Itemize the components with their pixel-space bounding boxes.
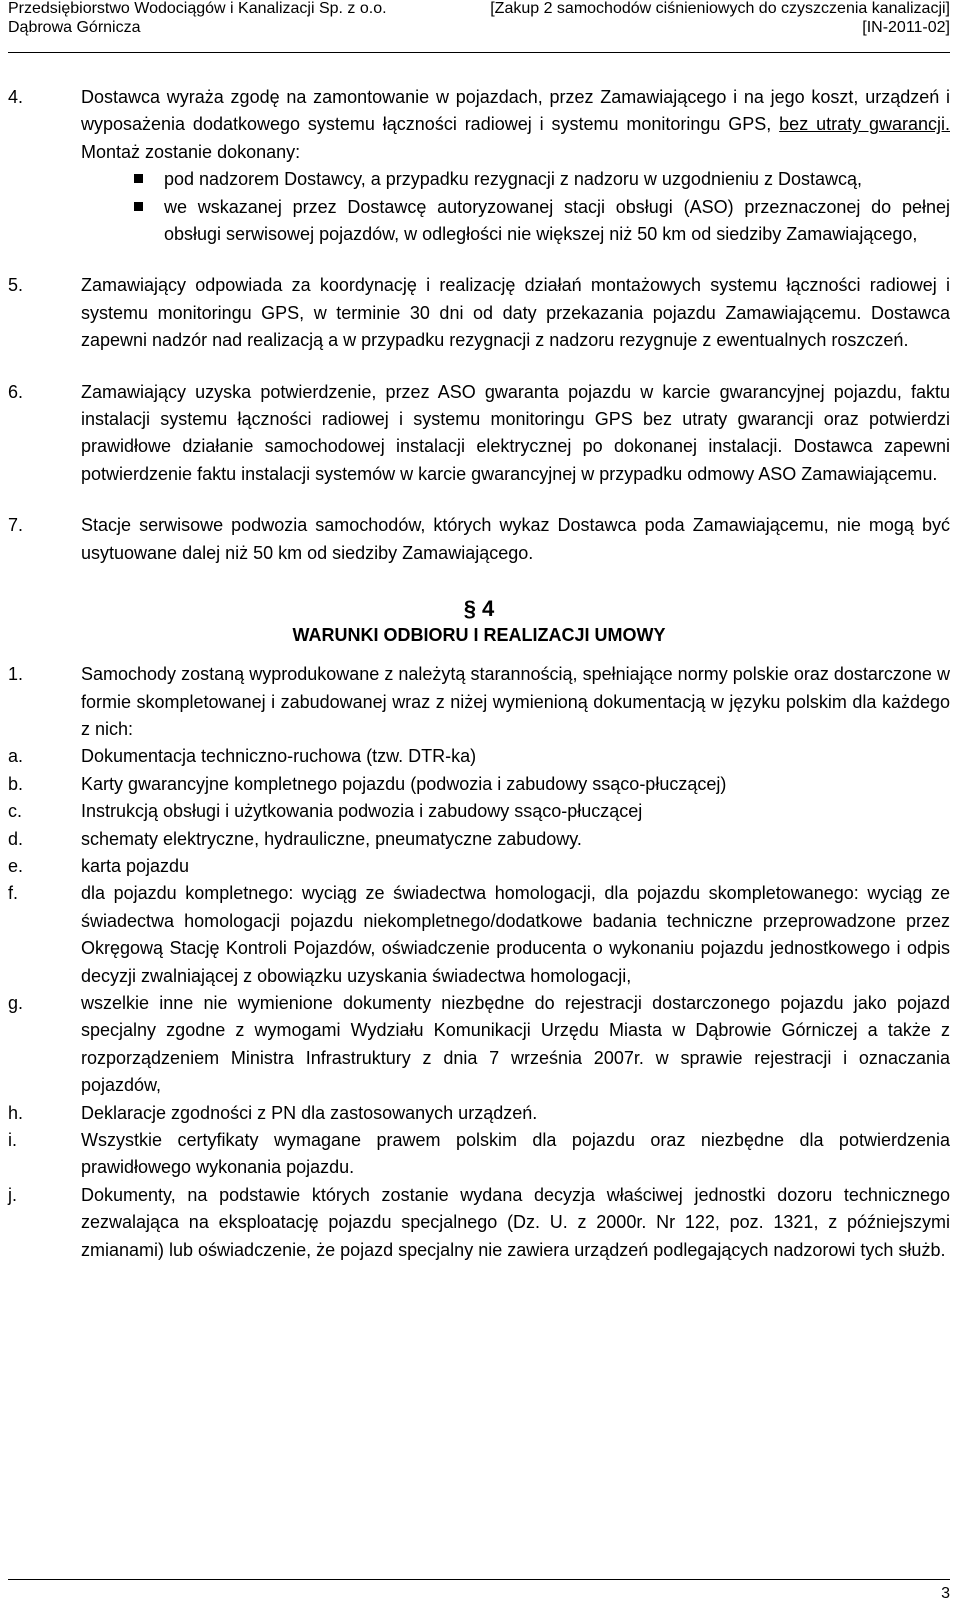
clause-text: Zamawiający uzyska potwierdzenie, przez ASO gwaranta pojazdu w karcie gwarancyjnej pojazdu, faktu instalacji systemu łączności radiowej i systemu monitoringu GPS bez utraty gwarancji oraz potwierdzi prawidłowe działanie samochodowej instalacji elektrycznej po dokonanej instalacji. Dostawca zapewni potwierdzenie faktu instalacji systemów w karcie gwarancyjnej w przypadku odmowy ASO Zamawiającemu. <box>81 381 950 484</box>
document-code: [IN-2011-02] <box>862 19 950 36</box>
list-item-text: Dokumentacja techniczno-ruchowa (tzw. DTR-ka) <box>81 746 477 767</box>
list-item-text: dla pojazdu kompletnego: wyciąg ze świadectwa homologacji, dla pojazdu skompletowanego: wyciąg ze świadectwa homologacji pojazdu niekompletnego/dodatkowe badania techniczne przeprowadzone przez Okręgową Stację Kontroli Pojazdów, oświadczenie producenta o wykonaniu pojazdu jednostkowego i odpis decyzji zwalniającej z obowiązku uzyskania świadectwa homologacji, <box>81 883 950 986</box>
org-name: Przedsiębiorstwo Wodociągów i Kanalizacji Sp. z o.o. <box>8 0 387 17</box>
list-marker: g. <box>8 992 24 1013</box>
section-title: WARUNKI ODBIORU I REALIZACJI UMOWY <box>292 625 666 646</box>
list-item-text: Deklaracje zgodności z PN dla zastosowanych urządzeń. <box>81 1102 538 1123</box>
list-item <box>8 1127 950 1182</box>
list-item <box>8 826 950 853</box>
list-marker: e. <box>8 855 24 876</box>
clause-4 <box>8 84 950 248</box>
list-item-text: wszelkie inne nie wymienione dokumenty niezbędne do rejestracji dostarczonego pojazdu jako pojazd specjalny zgodne z wymogami Wydziału Komunikacji Urzędu Miasta w Dąbrowie Górniczej a także z rozporządzeniem Ministra Infrastruktury z dnia 7 września 2007r. w sprawie rejestracji i oznaczania pojazdów, <box>81 992 950 1096</box>
clause-number: 6. <box>8 381 24 402</box>
underlined-text: bez utraty gwarancji. <box>779 114 950 135</box>
section-heading <box>8 595 950 649</box>
list-item <box>8 1100 950 1127</box>
bullet-list <box>8 166 950 248</box>
clause-number: 5. <box>8 275 24 296</box>
page-number: 3 <box>941 1585 950 1602</box>
document-title: [Zakup 2 samochodów ciśnieniowych do czyszczenia kanalizacji] <box>490 0 950 17</box>
list-item-text: karta pojazdu <box>81 855 190 876</box>
bullet-item: pod nadzorem Dostawcy, a przypadku rezygnacji z nadzoru w uzgodnieniu z Dostawcą, <box>8 166 950 193</box>
list-item-text: Wszystkie certyfikaty wymagane prawem polskim dla pojazdu oraz niezbędne dla potwierdzenia prawidłowego wykonania pojazdu. <box>81 1130 950 1178</box>
list-marker: i. <box>8 1130 17 1150</box>
clause-text: Dostawca wyraża zgodę na zamontowanie w pojazdach, przez Zamawiającego i na jego koszt, urządzeń i wyposażenia dodatkowego systemu łączności radiowej i systemu monitoringu GPS, bez utraty gwarancji. Montaż zostanie dokonany: <box>81 87 950 162</box>
footer-divider <box>8 1579 950 1580</box>
list-item <box>8 798 950 825</box>
list-item-text: Karty gwarancyjne kompletnego pojazdu (podwozia i zabudowy ssąco-płuczącej) <box>81 773 727 794</box>
list-marker: c. <box>8 801 23 822</box>
document-body <box>8 84 950 1264</box>
bullet-item: we wskazanej przez Dostawcę autoryzowanej stacji obsługi (ASO) przeznaczonej do pełnej obsługi serwisowej pojazdów, w odległości nie większej niż 50 km od siedziby Zamawiającego, <box>8 194 950 249</box>
org-city: Dąbrowa Górnicza <box>8 19 141 36</box>
clause-5 <box>8 272 950 354</box>
list-marker: f. <box>8 883 19 904</box>
list-item <box>8 1182 950 1264</box>
clause-6 <box>8 379 950 489</box>
list-item <box>8 880 950 990</box>
clause-7 <box>8 512 950 567</box>
section-symbol: § 4 <box>463 596 495 622</box>
list-item <box>8 990 950 1100</box>
clause-text: Stacje serwisowe podwozia samochodów, których wykaz Dostawca poda Zamawiającemu, nie mogą być usytuowane dalej niż 50 km od siedziby Zamawiającego. <box>81 515 950 563</box>
list-marker: h. <box>8 1102 24 1123</box>
clause-text: Zamawiający odpowiada za koordynację i realizację działań montażowych systemu łączności radiowej i systemu monitoringu GPS, w terminie 30 dni od daty przekazania pojazdu Zamawiającemu. Dostawca zapewni nadzór nad realizacją a w przypadku rezygnacji z nadzoru rezygnuje z ewentualnych roszczeń. <box>81 275 950 351</box>
list-item-text: Dokumenty, na podstawie których zostanie wydana decyzja właściwej jednostki dozoru technicznego zezwalająca na eksploatację pojazdu specjalnego (Dz. U. z 2000r. Nr 122, poz. 1321, z późniejszymi zmianami) lub oświadczenie, że pojazd specjalny nie zawiera urządzeń podlegających nadzorowi tych służb. <box>81 1184 950 1260</box>
section-list <box>8 661 950 1264</box>
square-bullet-icon <box>134 174 143 183</box>
list-item-text: Samochody zostaną wyprodukowane z należytą starannością, spełniające normy polskie oraz dostarczone w formie skompletowanej i zabudowanej wraz z niżej wymienioną dokumentacją w języku polskim dla każdego z nich: <box>81 664 950 739</box>
list-item <box>8 743 950 770</box>
page-header <box>8 0 950 53</box>
list-marker: 1. <box>8 664 24 685</box>
list-item <box>8 661 950 743</box>
list-marker: b. <box>8 773 24 794</box>
list-marker: a. <box>8 746 24 767</box>
clause-number: 4. <box>8 87 24 107</box>
list-marker: j. <box>8 1184 17 1205</box>
clause-number: 7. <box>8 515 24 536</box>
list-item <box>8 771 950 798</box>
square-bullet-icon <box>134 202 143 211</box>
list-item-text: schematy elektryczne, hydrauliczne, pneumatyczne zabudowy. <box>81 828 582 849</box>
list-marker: d. <box>8 828 24 849</box>
list-item-text: Instrukcją obsługi i użytkowania podwozia i zabudowy ssąco-płuczącej <box>81 801 643 822</box>
list-item <box>8 853 950 880</box>
